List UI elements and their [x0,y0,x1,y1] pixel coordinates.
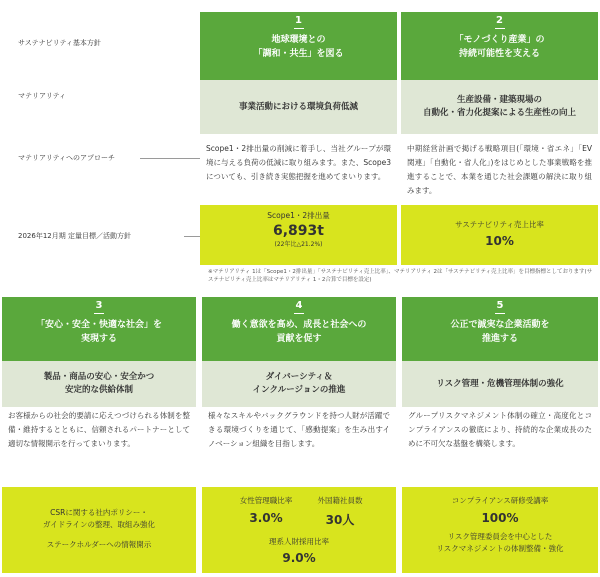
column-5-target-value: 100% [481,511,519,525]
column-3-target-line1: CSRに関する社内ポリシー・ [50,508,148,517]
materiality-column-1 [200,12,397,265]
column-3-number: 3 [2,297,196,314]
column-1-approach: Scope1・2排出量の削減に着手し、当社グループが環境に与える負荷の低減に取り組みます。また、Scope3についても、引き続き実態把握を進めてまいります。 [206,144,391,181]
column-2-materiality [401,80,598,134]
column-5-approach: グループリスクマネジメント体制の確立・高度化とコンプライアンスの徹底により、持続的な企業成長のために不可欠な基盤を構築します。 [408,411,592,448]
column-2-materiality-line1: 生産設備・建築現場の [456,95,542,105]
column-4-target [202,487,396,573]
kpi-foreign-employees-value: 30人 [325,513,355,527]
column-1-title-line1: 地球環境との [271,35,326,45]
column-4-header [202,297,396,361]
column-3-materiality [2,361,196,407]
column-4-approach: 様々なスキルやバックグラウンドを持つ人財が活躍できる環境づくりを通じて、「感動提案」を生み出すイノベーション組織を目指します。 [208,411,390,448]
kpi-foreign-employees-label: 外国籍社員数 [317,496,363,505]
kpi-foreign-employees [300,495,380,528]
column-1-materiality-text: 事業活動における環境負荷低減 [238,101,358,112]
column-2-title-line2: 持続可能性を支える [458,49,540,59]
kpi-science-hiring-value: 9.0% [282,551,316,565]
column-1-target [200,205,397,265]
column-5-target-line2: リスクマネジメントの体制整備・強化 [436,544,564,553]
column-1-target-value: 6,893t [273,223,324,239]
column-5-materiality [402,361,598,407]
column-3-target [2,487,196,573]
column-3-materiality-line2: 安定的な供給体制 [64,385,133,395]
column-2-number: 2 [401,12,598,29]
column-2-target-value: 10% [485,234,514,248]
footnote: ※マテリアリティ 1は「Scope1・2排出量」「サステナビリティ売上比率」、マテリアリティ 2は「サステナビリティ売上比率」を目標指標としております(サステナビリティ売上比率はマテリアリティ 1・2合算で目標を設定) [208,269,593,283]
column-2-header [401,12,598,80]
column-2-approach: 中期経営計画で掲げる戦略項目(「環境・省エネ」「EV関連」「自動化・省人化」)をはじめとした事業戦略を推進することで、本業を通じた社会課題の解決に取り組みます。 [407,144,592,195]
column-4-number: 4 [202,297,396,314]
column-1-number: 1 [200,12,397,29]
row-label-materiality: マテリアリティ [18,92,67,100]
column-4-materiality-line2: インクルージョンの推進 [252,385,346,395]
column-1-target-label: Scope1・2排出量 [267,211,330,220]
column-5-number: 5 [402,297,598,314]
column-5-target-line1: リスク管理委員会を中心とした [447,532,553,541]
column-5-title-line2: 推進する [481,334,518,344]
column-5-title-line1: 公正で誠実な企業活動を [450,320,550,330]
column-1-title-line2: 「調和・共生」を図る [253,49,344,59]
column-1-materiality [200,80,397,134]
target-leader-line [184,236,200,237]
column-3-target-line3: ステークホルダーへの情報開示 [46,540,152,549]
column-3-header [2,297,196,361]
kpi-female-managers [226,495,306,525]
column-3-target-line2: ガイドラインの整理、取組み強化 [42,520,156,529]
column-4-materiality [202,361,396,407]
column-2-title-line1: 「モノづくり産業」の [454,35,545,45]
column-5-target-label: コンプライアンス研修受講率 [451,496,549,505]
column-2-materiality-line2: 自動化・省力化提案による生産性の向上 [422,108,576,118]
column-2-target [401,205,598,265]
row-label-target: 2026年12月期 定量目標／活動方針 [18,232,131,240]
row-label-approach: マテリアリティへのアプローチ [18,154,116,162]
column-3-title-line2: 実現する [80,334,117,344]
materiality-column-4 [202,297,396,573]
kpi-female-managers-label: 女性管理職比率 [239,496,293,505]
column-3-title-line1: 「安心・安全・快適な社会」を [35,320,162,330]
column-1-header [200,12,397,80]
kpi-female-managers-value: 3.0% [249,511,283,525]
column-5-target [402,487,598,573]
column-3-approach: お客様からの社会的要請に応えつづけられる体制を整備・維持するとともに、信頼されるパートナーとして適切な情報開示を行ってまいります。 [8,411,190,448]
column-2-target-label: サステナビリティ売上比率 [455,220,544,229]
column-4-title-line1: 働く意欲を高め、成長と社会への [231,320,367,330]
row-label-policy: サステナビリティ基本方針 [18,39,101,47]
column-4-title-line2: 貢献を促す [276,334,322,344]
column-5-header [402,297,598,361]
approach-leader-line [140,158,200,159]
materiality-column-2 [401,12,598,265]
materiality-column-3 [2,297,196,573]
column-5-materiality-text: リスク管理・危機管理体制の強化 [436,378,564,389]
column-1-target-sub: (22年比△21.2%) [274,241,323,248]
materiality-column-5 [402,297,598,573]
kpi-science-hiring-label: 理系人財採用比率 [269,537,329,546]
column-4-materiality-line1: ダイバーシティ＆ [265,372,333,382]
kpi-science-hiring [249,536,349,565]
column-3-materiality-line1: 製品・商品の安心・安全かつ [43,372,155,382]
